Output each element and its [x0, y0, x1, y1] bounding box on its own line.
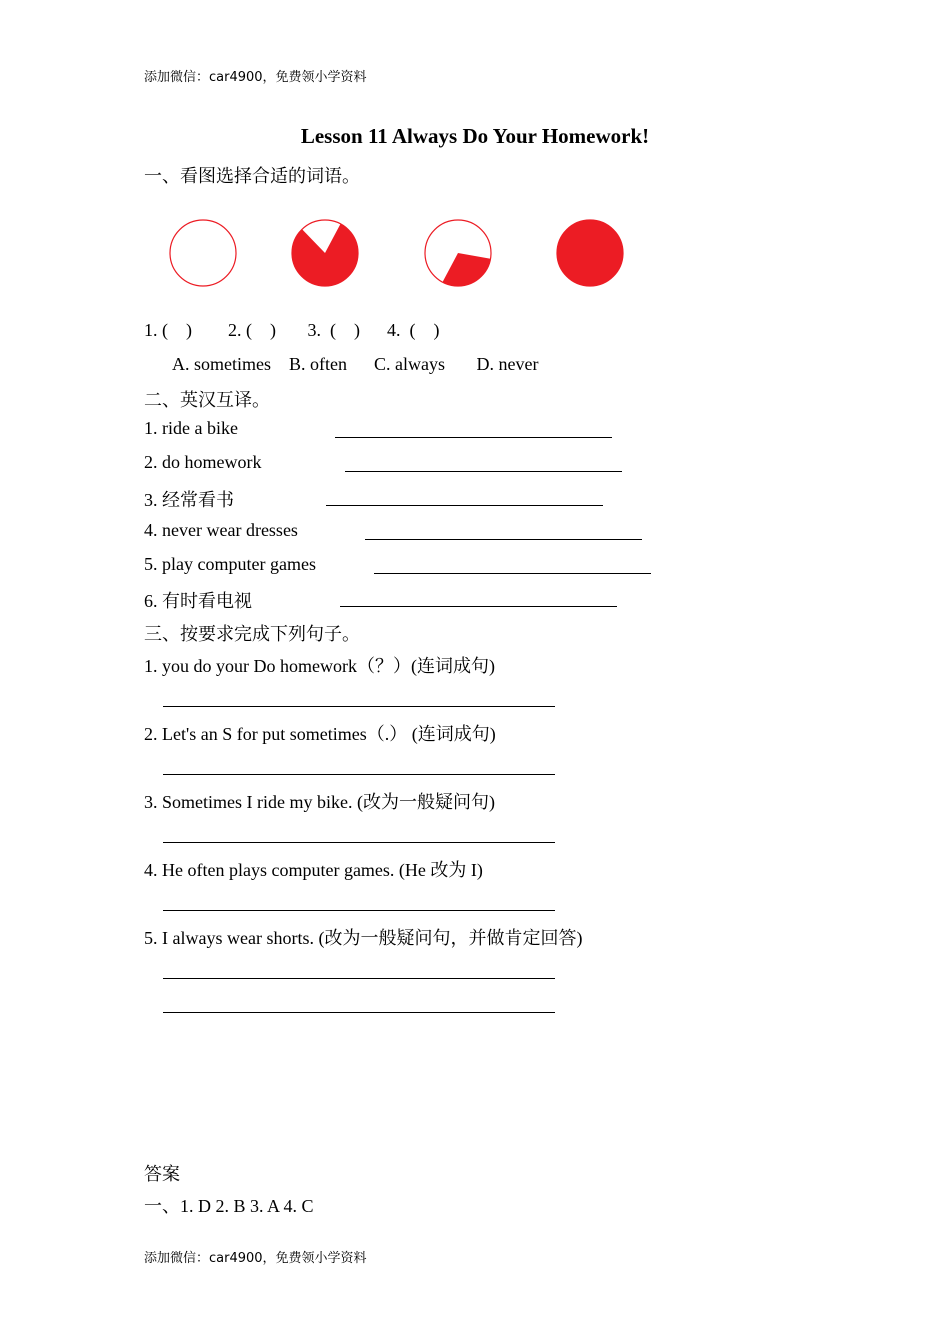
sentence-item-2: 2. Let's an S for put sometimes（.） (连词成句) — [144, 724, 496, 744]
answer-blank[interactable] — [163, 692, 555, 707]
answer-blank[interactable] — [374, 559, 651, 574]
section1-heading: 一、看图选择合适的词语。 — [144, 166, 360, 186]
footer-note: 添加微信：car4900，免费领小学资料 — [144, 1251, 367, 1266]
answer-blank[interactable] — [163, 964, 555, 979]
section1-answer-blanks: 1. ( ) 2. ( ) 3. ( ) 4. ( ) — [144, 320, 440, 340]
header-note: 添加微信：car4900，免费领小学资料 — [144, 70, 367, 85]
answer-blank[interactable] — [365, 525, 642, 540]
sentence-item-1: 1. you do your Do homework（？）(连词成句) — [144, 656, 495, 676]
answers-line-1: 一、1. D 2. B 3. A 4. C — [144, 1196, 314, 1216]
translation-item-4: 4. never wear dresses — [144, 520, 298, 540]
answer-blank[interactable] — [326, 491, 603, 506]
translation-item-1: 1. ride a bike — [144, 418, 238, 438]
answer-blank[interactable] — [163, 896, 555, 911]
sentence-item-5: 5. I always wear shorts. (改为一般疑问句，并做肯定回答) — [144, 928, 583, 948]
pie-fill-4 — [557, 220, 623, 286]
translation-item-2: 2. do homework — [144, 452, 262, 472]
translation-item-6: 6. 有时看电视 — [144, 591, 252, 611]
section2-heading: 二、英汉互译。 — [144, 390, 270, 410]
sentence-item-3: 3. Sometimes I ride my bike. (改为一般疑问句) — [144, 792, 495, 812]
pie-outline-1 — [170, 220, 236, 286]
section3-heading: 三、按要求完成下列句子。 — [144, 624, 360, 644]
pie-figures — [160, 212, 640, 294]
translation-item-5: 5. play computer games — [144, 554, 316, 574]
answer-blank[interactable] — [163, 760, 555, 775]
sentence-item-4: 4. He often plays computer games. (He 改为 I) — [144, 860, 483, 880]
answer-blank[interactable] — [163, 998, 555, 1013]
answer-blank[interactable] — [345, 457, 622, 472]
translation-item-3: 3. 经常看书 — [144, 490, 234, 510]
answers-heading: 答案 — [144, 1164, 180, 1184]
answer-blank[interactable] — [340, 592, 617, 607]
answer-blank[interactable] — [163, 828, 555, 843]
section1-options: A. sometimes B. often C. always D. never — [172, 354, 539, 374]
page-title: Lesson 11 Always Do Your Homework! — [300, 124, 650, 148]
answer-blank[interactable] — [335, 423, 612, 438]
